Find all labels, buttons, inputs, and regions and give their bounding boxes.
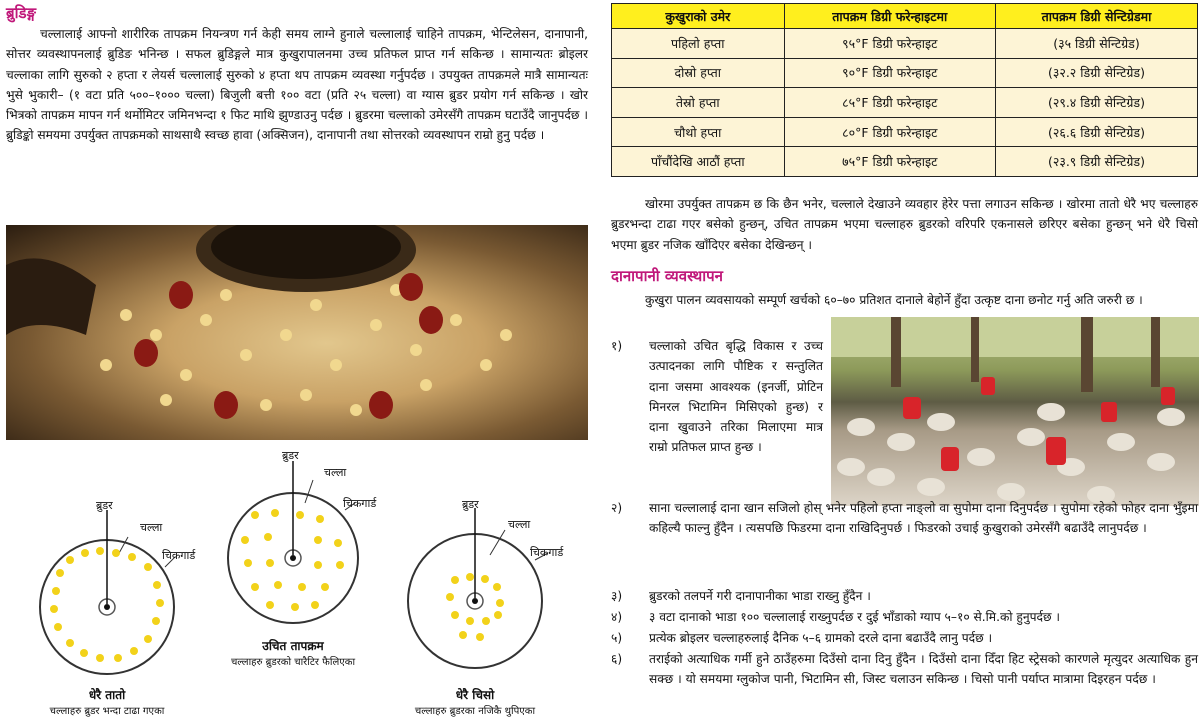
- diagram2-guard-label: चिकगार्ड: [343, 497, 377, 510]
- table-cell: (३२.२ डिग्री सेन्टिग्रेड): [995, 58, 1197, 88]
- diagram3-caption: धेरै चिसो: [455, 688, 495, 702]
- table-header-fahrenheit: तापक्रम डिग्री फरेन्हाइटमा: [784, 4, 995, 29]
- table-row: [612, 88, 1198, 118]
- feed-item-1-number: १): [611, 339, 623, 353]
- diagram3-brooder-label: ब्रुडर: [462, 498, 479, 511]
- table-header-row: [612, 4, 1198, 29]
- table-row: [612, 117, 1198, 147]
- after-table-paragraph: खोरमा उपर्युक्त तापक्रम छ कि छैन भनेर, चल्लाले देखाउने व्यवहार हेरेर पत्ता लगाउन सकिन्छ । खोरमा तातो धेरै भए चल्लाहरु ब्रुडरभन्दा टाढा गएर बसेको हुन्छन्, उचित तापक्रम भएमा चल्लाहरु ब्रुडरको वरिपरि एकनासले छरिएर बसेका हुन्छन् भने धेरै चिसो भएमा ब्रुडर नजिक खाँदिएर बसेका देखिन्छन् ।: [611, 197, 1198, 252]
- table-cell: (२९.४ डिग्री सेन्टिग्रेड): [995, 88, 1197, 118]
- diagram2-subcaption: चल्लाहरु ब्रुडरको चारैटिर फैलिएका: [230, 657, 356, 668]
- diagram-correct-temp: [228, 461, 358, 623]
- brooder-diagrams: [0, 445, 600, 715]
- diagram1-subcaption: चल्लाहरु ब्रुडर भन्दा टाढा गएका: [49, 706, 165, 717]
- diagram3-chick-label: चल्ला: [508, 518, 531, 531]
- feed-item-6-number: ६): [611, 652, 623, 666]
- table-row: [612, 29, 1198, 59]
- feed-item-6: [611, 649, 1198, 690]
- diagram1-caption: धेरै तातो: [88, 688, 126, 702]
- feed-item-2-text: साना चल्लालाई दाना खान सजिलो होस् भनेर पहिलो हप्ता नाङ्लो वा सुपोमा दाना दिनुपर्दछ । सुपोमा रहेको फोहर दाना भुँइमा कहिल्यै फाल्नु हुँदैन । त्यसपछि फिडरमा दाना राखिदिनुपर्छ । फिडरको उचाई कुखुराको उमेरसँगै बढाउँदै लानुपर्दछ ।: [649, 501, 1198, 536]
- table-cell: ९५°F डिग्री फरेन्हाइट: [784, 29, 995, 59]
- table-cell: ८५°F डिग्री फरेन्हाइट: [784, 88, 995, 118]
- table-cell: ८०°F डिग्री फरेन्हाइट: [784, 117, 995, 147]
- feed-item-4: [611, 607, 1198, 627]
- feed-heading: दानापानी व्यवस्थापन: [611, 267, 723, 285]
- table-row: [612, 147, 1198, 177]
- table-cell: ९०°F डिग्री फरेन्हाइट: [784, 58, 995, 88]
- brooder-photo-illustration: [6, 225, 588, 440]
- diagram2-caption: उचित तापक्रम: [262, 639, 324, 653]
- diagram1-chick-label: चल्ला: [140, 521, 163, 534]
- feed-item-3-number: ३): [611, 589, 623, 603]
- diagram-too-cold: [408, 508, 548, 668]
- broiler-farm-illustration: [831, 317, 1199, 506]
- table-cell: (३५ डिग्री सेन्टिग्रेड): [995, 29, 1197, 59]
- feed-item-4-number: ४): [611, 610, 623, 624]
- feed-item-3: [611, 586, 1198, 606]
- diagram1-guard-label: चिकगार्ड: [162, 549, 196, 562]
- feed-item-2: [611, 498, 1198, 539]
- table-cell: तेस्रो हप्ता: [612, 88, 785, 118]
- feed-item-5-text: प्रत्येक ब्रोइलर चल्लाहरुलाई दैनिक ५–६ ग्रामको दरले दाना बढाउँदै लानु पर्दछ ।: [649, 631, 993, 645]
- feed-item-4-text: ३ वटा दानाको भाडा १०० चल्लालाई राख्नुपर्दछ र दुई भाँडाको ग्याप ५–१० से.मि.को हुनुपर्दछ ।: [649, 610, 1061, 624]
- feed-item-2-number: २): [611, 501, 623, 515]
- table-cell: चौथो हप्ता: [612, 117, 785, 147]
- table-cell: ७५°F डिग्री फरेन्हाइट: [784, 147, 995, 177]
- feed-item-1-text: चल्लाको उचित बृद्धि विकास र उच्च उत्पादनका लागि पौष्टिक र सन्तुलित दाना जसमा आवश्यक (इनर्जी, प्रोटिन मिनरल भिटामिन मिसिएको हुन्छ) र दाना खुवाउने तरिका मिलाएमा मात्र राम्रो प्रतिफल प्राप्त हुन्छ ।: [649, 339, 823, 455]
- broiler-farm-photo: [831, 317, 1199, 506]
- diagram3-subcaption: चल्लाहरु ब्रुडरका नजिकै थुपिएका: [414, 706, 536, 717]
- diagram2-chick-label: चल्ला: [324, 466, 347, 479]
- diagram1-brooder-label: ब्रुडर: [96, 499, 113, 512]
- feed-intro: कुखुरा पालन व्यवसायको सम्पूर्ण खर्चको ६०–७० प्रतिशत दानाले बेहोर्ने हुँदा उत्कृष्ट दाना छनोट गर्नु अति जरुरी छ ।: [645, 293, 1143, 307]
- table-cell: (२३.९ डिग्री सेन्टिग्रेड): [995, 147, 1197, 177]
- brooder-chicks-photo: [6, 225, 588, 440]
- table-row: [612, 58, 1198, 88]
- table-cell: (२६.६ डिग्री सेन्टिग्रेड): [995, 117, 1197, 147]
- table-header-celsius: तापक्रम डिग्री सेन्टिग्रेडमा: [995, 4, 1197, 29]
- diagram3-guard-label: चिकगार्ड: [530, 546, 564, 559]
- feed-item-5: [611, 628, 1198, 648]
- table-cell: पाँचौंदेखि आठौं हप्ता: [612, 147, 785, 177]
- diagram2-brooder-label: ब्रुडर: [282, 449, 299, 462]
- temperature-table: [611, 3, 1198, 177]
- feed-item-3-text: ब्रुडरको तलपर्ने गरी दानापानीका भाडा राख्नु हुँदैन ।: [649, 589, 871, 603]
- table-cell: दोस्रो हप्ता: [612, 58, 785, 88]
- table-header-age: कुखुराको उमेर: [612, 4, 785, 29]
- brooding-paragraph: चल्लालाई आफ्नो शारीरिक तापक्रम नियन्त्रण गर्न केही समय लाग्ने हुनाले चल्लालाई चाहिने तापक्रम, भेन्टिलेसन, दानापानी, सोत्तर व्यवस्थापनलाई ब्रुडिङ भनिन्छ । सफल ब्रुडिङ्गले मात्र कुखुरापालनमा उच्च प्रतिफल प्राप्त गर्न सकिन्छ । सामान्यतः ब्रोइलर चल्लाका लागि सुरुको २ हप्ता र लेयर्स चल्लालाई सुरुको ४ हप्ता थप तापक्रम व्यवस्था गर्नुपर्दछ । उपयुक्त तापक्रमले मात्रै सामान्यतः भुसे भुकारी– (१ वटा प्रति ५००–१००० चल्ला) बिजुली बत्ती १०० वटा (प्रति २५ चल्ला) वा ग्यास ब्रुडर प्रयोग गर्न सकिन्छ । खोर भित्रको तापक्रम मापन गर्न थर्मोमिटर जमिनभन्दा १ फिट माथि झुण्डाउनु पर्दछ । ब्रुडरमा चल्लाको उमेरसँगै तापक्रम घटाउँदै जानुपर्दछ । ब्रुडिङ्को समयमा उपर्युक्त तापक्रमको साथसाथै स्वच्छ हावा (अक्सिजन), दानापानी तथा सोत्तरको व्यवस्थापन राम्रो हुनु पर्दछ ।: [6, 27, 588, 143]
- brooding-heading: ब्रुडिङ्ग: [6, 4, 36, 22]
- table-cell: पहिलो हप्ता: [612, 29, 785, 59]
- feed-item-6-text: तराईको अत्याधिक गर्मी हुने ठाउँहरुमा दिउँसो दाना दिनु हुँदैन । दिउँसो दाना दिँदा हिट स्ट्रेसको कारणले मृत्युदर अत्याधिक हुन सक्छ । यो समयमा ग्लुकोज पानी, भिटामिन सी, जिस्ट चलाउन सकिन्छ । चिसो पानी पर्याप्त मात्रामा दिइरहन पर्दछ ।: [649, 652, 1198, 687]
- feed-item-5-number: ५): [611, 631, 623, 645]
- feed-item-1: [611, 336, 823, 458]
